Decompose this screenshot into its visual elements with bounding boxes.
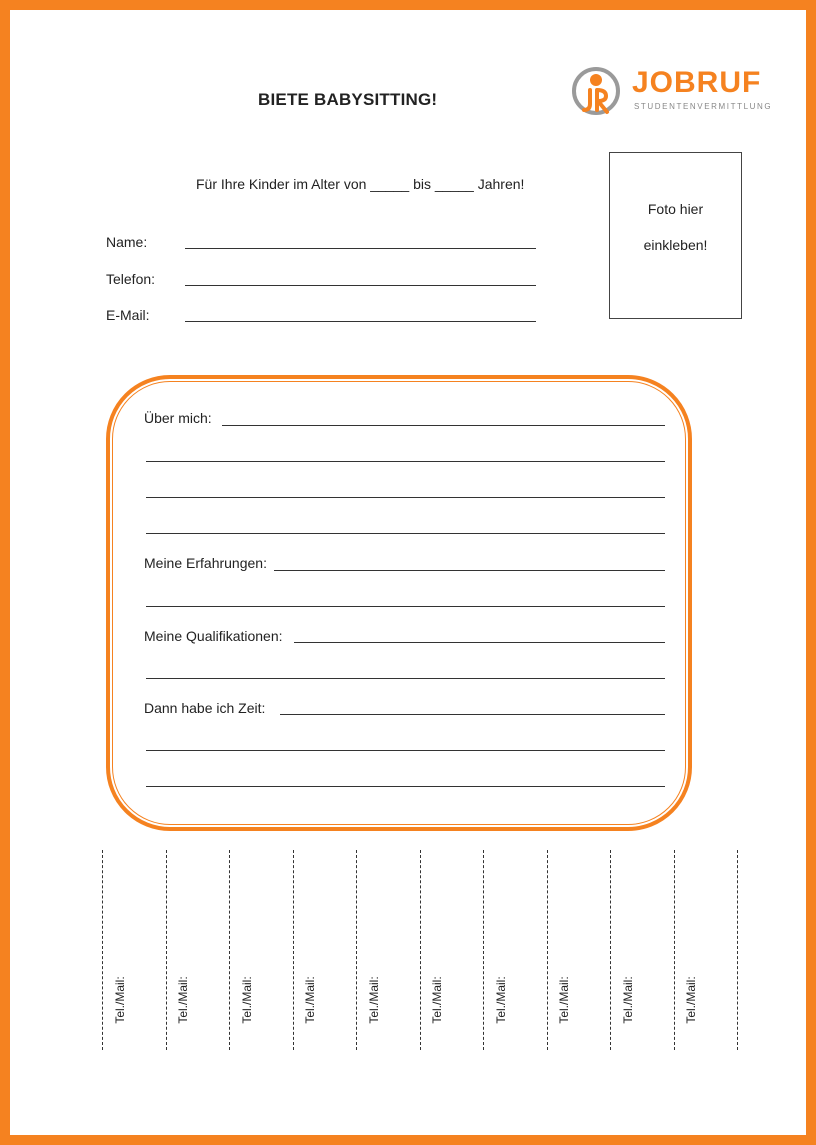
tear-off-cut-line	[420, 850, 421, 1050]
phone-label: Telefon:	[106, 271, 156, 287]
tear-off-tab-label: Tel./Mail:	[176, 976, 190, 1024]
tear-off-tab-label: Tel./Mail:	[684, 976, 698, 1024]
photo-text-line1: Foto hier	[647, 201, 704, 217]
tear-off-cut-line	[610, 850, 611, 1050]
tear-off-tab-label: Tel./Mail:	[430, 976, 444, 1024]
tear-off-tab-label: Tel./Mail:	[113, 976, 127, 1024]
tear-off-tab-label: Tel./Mail:	[494, 976, 508, 1024]
name-fill-line	[185, 248, 536, 249]
tear-off-cut-line	[547, 850, 548, 1050]
page-title: BIETE BABYSITTING!	[258, 90, 438, 109]
qualifications-label: Meine Qualifikationen:	[144, 628, 283, 644]
age-range-line: Für Ihre Kinder im Alter von _____ bis _____ Jahren!	[196, 176, 525, 192]
photo-text-line2: einkleben!	[643, 237, 708, 253]
tear-off-cut-line	[737, 850, 738, 1050]
about-me-fill-line-2	[146, 461, 665, 462]
tear-off-tab-label: Tel./Mail:	[557, 976, 571, 1024]
phone-fill-line	[185, 285, 536, 286]
logo-tagline: STUDENTENVERMITTLUNG	[634, 102, 773, 111]
tear-off-tab-label: Tel./Mail:	[367, 976, 381, 1024]
email-fill-line	[185, 321, 536, 322]
tear-off-tab-label: Tel./Mail:	[621, 976, 635, 1024]
about-card-inner-border	[112, 381, 686, 825]
about-me-fill-line	[222, 425, 665, 426]
tear-off-tab-label: Tel./Mail:	[303, 976, 317, 1024]
availability-fill-line-3	[146, 786, 665, 787]
experience-fill-line	[274, 570, 665, 571]
experience-fill-line-2	[146, 606, 665, 607]
email-label: E-Mail:	[106, 307, 150, 323]
qualifications-fill-line	[294, 642, 665, 643]
tear-off-cut-line	[356, 850, 357, 1050]
tear-off-cut-line	[483, 850, 484, 1050]
photo-box	[609, 152, 742, 319]
qualifications-fill-line-2	[146, 678, 665, 679]
tear-off-cut-line	[293, 850, 294, 1050]
jobruf-logo	[570, 64, 773, 120]
availability-label: Dann habe ich Zeit:	[144, 700, 266, 716]
tear-off-cut-line	[674, 850, 675, 1050]
person-jr-icon	[570, 64, 626, 120]
logo-wordmark: JOBRUF	[632, 66, 762, 99]
about-me-label: Über mich:	[144, 410, 212, 426]
availability-fill-line-2	[146, 750, 665, 751]
tear-off-tab-label: Tel./Mail:	[240, 976, 254, 1024]
about-me-fill-line-3	[146, 497, 665, 498]
about-me-fill-line-4	[146, 533, 665, 534]
tear-off-cut-line	[102, 850, 103, 1050]
name-label: Name:	[106, 234, 148, 250]
availability-fill-line	[280, 714, 665, 715]
tear-off-cut-line	[166, 850, 167, 1050]
experience-label: Meine Erfahrungen:	[144, 555, 267, 571]
tear-off-cut-line	[229, 850, 230, 1050]
